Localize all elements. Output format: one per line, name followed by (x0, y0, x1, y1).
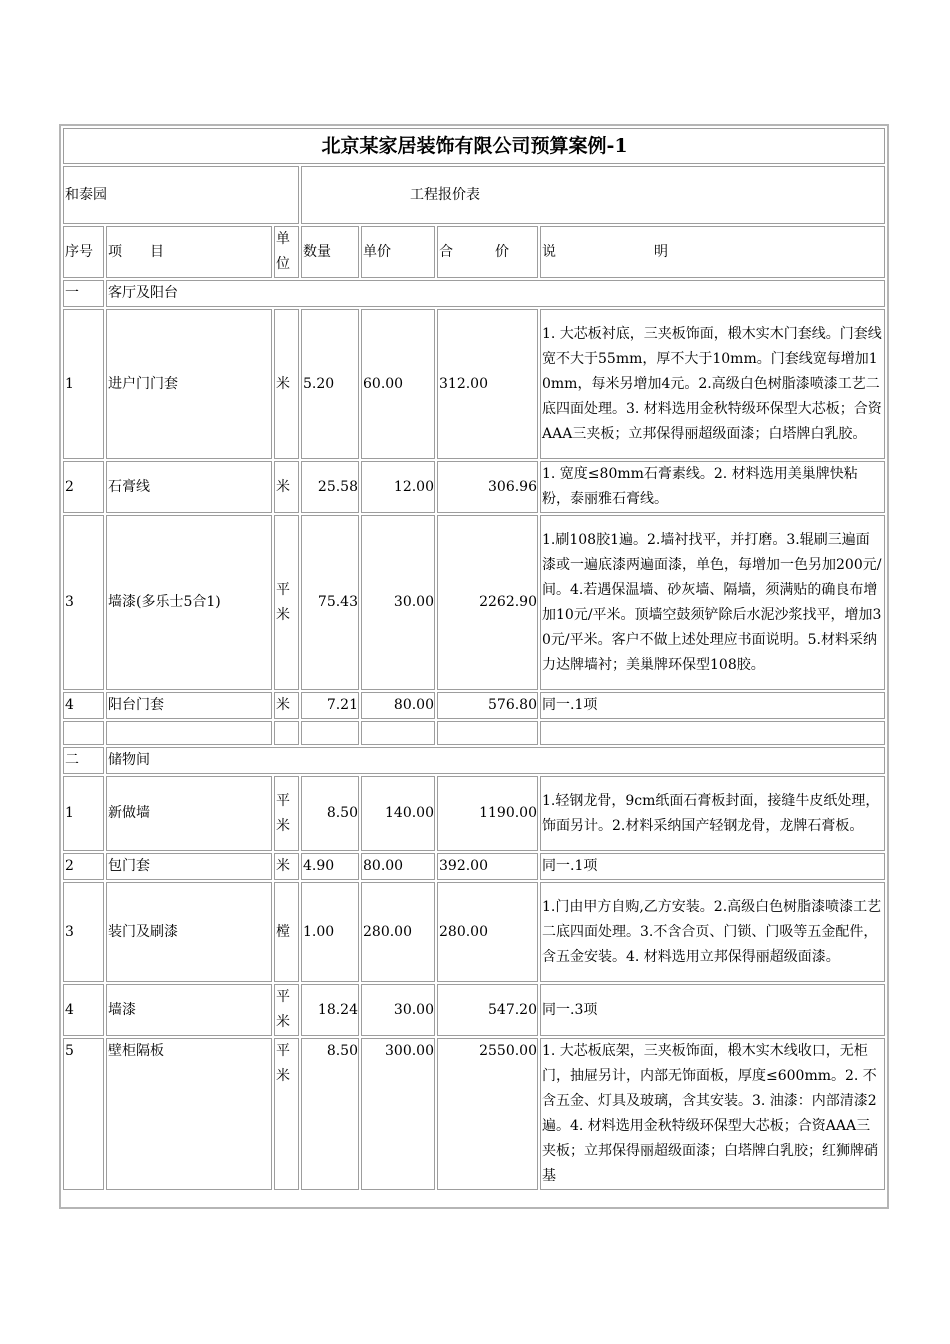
row-unit: 米 (274, 853, 299, 880)
table-row (63, 984, 885, 1036)
project-name: 和泰园 (63, 166, 299, 224)
section-number: 二 (63, 747, 104, 774)
row-unit: 米 (274, 309, 299, 459)
row-unit: 米 (274, 461, 299, 513)
row-qty: 4.90 (301, 853, 359, 880)
table-row (63, 776, 885, 851)
row-item: 新做墙 (106, 776, 272, 851)
row-number: 4 (63, 692, 104, 719)
table-row (63, 853, 885, 880)
empty-cell (437, 721, 538, 745)
row-total: 280.00 (437, 882, 538, 982)
row-unit: 米 (274, 692, 299, 719)
row-description: 同一.3项 (540, 984, 885, 1036)
row-total: 1190.00 (437, 776, 538, 851)
quotation-sheet (59, 124, 889, 1209)
row-price: 280.00 (361, 882, 435, 982)
row-number: 2 (63, 461, 104, 513)
row-qty: 5.20 (301, 309, 359, 459)
row-item: 墙漆(多乐士5合1) (106, 515, 272, 690)
row-description: 1.门由甲方自购,乙方安装。2.高级白色树脂漆喷漆工艺二底四面处理。3.不含合页、门锁、门吸等五金配件，含五金安装。4. 材料选用立邦保得丽超级面漆。 (540, 882, 885, 982)
empty-cell (63, 721, 104, 745)
header-desc: 说 明 (540, 226, 885, 278)
quotation-table (61, 126, 887, 1192)
row-price: 140.00 (361, 776, 435, 851)
table-row (63, 461, 885, 513)
row-number: 1 (63, 776, 104, 851)
header-item: 项 目 (106, 226, 272, 278)
table-row (63, 1038, 885, 1190)
row-unit: 平米 (274, 515, 299, 690)
row-number: 1 (63, 309, 104, 459)
row-item: 装门及刷漆 (106, 882, 272, 982)
row-unit: 平米 (274, 776, 299, 851)
row-qty: 7.21 (301, 692, 359, 719)
row-unit: 樘 (274, 882, 299, 982)
row-price: 30.00 (361, 515, 435, 690)
row-description: 同一.1项 (540, 692, 885, 719)
row-qty: 1.00 (301, 882, 359, 982)
row-item: 阳台门套 (106, 692, 272, 719)
header-no: 序号 (63, 226, 104, 278)
row-total: 312.00 (437, 309, 538, 459)
row-description: 1. 宽度≤80mm石膏素线。2. 材料选用美巢牌快粘粉，泰丽雅石膏线。 (540, 461, 885, 513)
sheet-subtitle: 工程报价表 (301, 166, 885, 224)
empty-cell (301, 721, 359, 745)
row-item: 壁柜隔板 (106, 1038, 272, 1190)
row-total: 392.00 (437, 853, 538, 880)
row-qty: 18.24 (301, 984, 359, 1036)
empty-cell (106, 721, 272, 745)
row-description: 同一.1项 (540, 853, 885, 880)
row-qty: 75.43 (301, 515, 359, 690)
row-item: 墙漆 (106, 984, 272, 1036)
header-price: 单价 (361, 226, 435, 278)
table-row (63, 692, 885, 719)
header-unit: 单位 (274, 226, 299, 278)
table-row (63, 309, 885, 459)
row-number: 5 (63, 1038, 104, 1190)
row-qty: 8.50 (301, 1038, 359, 1190)
row-price: 12.00 (361, 461, 435, 513)
row-price: 30.00 (361, 984, 435, 1036)
row-price: 300.00 (361, 1038, 435, 1190)
row-price: 80.00 (361, 853, 435, 880)
row-total: 2262.90 (437, 515, 538, 690)
empty-cell (361, 721, 435, 745)
row-description: 1.轻钢龙骨，9cm纸面石膏板封面，接缝牛皮纸处理，饰面另计。2.材料采纳国产轻钢龙骨，龙牌石膏板。 (540, 776, 885, 851)
row-qty: 25.58 (301, 461, 359, 513)
section-number: 一 (63, 280, 104, 307)
empty-cell (540, 721, 885, 745)
table-row (63, 882, 885, 982)
row-total: 576.80 (437, 692, 538, 719)
document-title: 北京某家居装饰有限公司预算案例-1 (63, 128, 885, 164)
row-number: 3 (63, 882, 104, 982)
row-number: 3 (63, 515, 104, 690)
row-price: 80.00 (361, 692, 435, 719)
row-item: 石膏线 (106, 461, 272, 513)
row-item: 进户门门套 (106, 309, 272, 459)
empty-row (63, 721, 885, 745)
row-number: 2 (63, 853, 104, 880)
section-name: 客厅及阳台 (106, 280, 885, 307)
row-unit: 平米 (274, 1038, 299, 1190)
table-row (63, 515, 885, 690)
empty-cell (274, 721, 299, 745)
row-price: 60.00 (361, 309, 435, 459)
row-total: 2550.00 (437, 1038, 538, 1190)
row-description: 1. 大芯板底架，三夹板饰面，椴木实木线收口，无柜门，抽屉另计，内部无饰面板，厚度≤600mm。2. 不含五金、灯具及玻璃，含其安装。3. 油漆：内部清漆2遍。4. 材料选用金秋特级环保型大芯板；合资AAA三夹板；立邦保得丽超级面漆；白塔牌白乳胶；红狮牌硝基 (540, 1038, 885, 1190)
row-unit: 平米 (274, 984, 299, 1036)
row-item: 包门套 (106, 853, 272, 880)
header-total: 合 价 (437, 226, 538, 278)
row-qty: 8.50 (301, 776, 359, 851)
header-qty: 数量 (301, 226, 359, 278)
row-total: 306.96 (437, 461, 538, 513)
row-description: 1. 大芯板衬底，三夹板饰面，椴木实木门套线。门套线宽不大于55mm，厚不大于10mm。门套线宽每增加10mm，每米另增加4元。2.高级白色树脂漆喷漆工艺二底四面处理。3. 材料选用金秋特级环保型大芯板；合资AAA三夹板；立邦保得丽超级面漆；白塔牌白乳胶。 (540, 309, 885, 459)
row-description: 1.刷108胶1遍。2.墙衬找平，并打磨。3.辊刷三遍面漆或一遍底漆两遍面漆，单色，每增加一色另加200元/间。4.若遇保温墙、砂灰墙、隔墙，须满贴的确良布增加10元/平米。顶墙空鼓须铲除后水泥沙浆找平，增加30元/平米。客户不做上述处理应书面说明。5.材料采纳力达牌墙衬；美巢牌环保型108胶。 (540, 515, 885, 690)
row-number: 4 (63, 984, 104, 1036)
row-total: 547.20 (437, 984, 538, 1036)
section-name: 储物间 (106, 747, 885, 774)
